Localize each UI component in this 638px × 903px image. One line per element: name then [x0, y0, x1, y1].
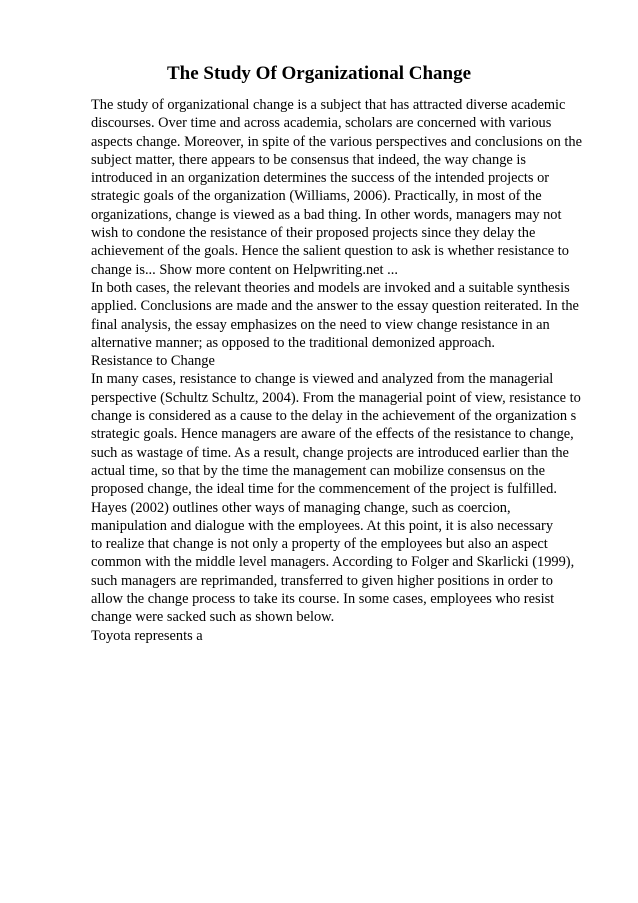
- body-line: allow the change process to take its course. In some cases, employees who resist: [91, 591, 555, 608]
- body-line: applied. Conclusions are made and the answer to the essay question reiterated. In the: [91, 298, 579, 315]
- body-line: The study of organizational change is a subject that has attracted diverse academic: [91, 97, 566, 113]
- body-line: final analysis, the essay emphasizes on the need to view change resistance in an: [91, 316, 550, 333]
- body-line: manipulation and dialogue with the employees. At this point, it is also necessary: [91, 517, 554, 534]
- body-line: change is considered as a cause to the delay in the achievement of the organization s: [91, 408, 577, 425]
- body-line: aspects change. Moreover, in spite of the various perspectives and conclusions on the: [91, 133, 582, 150]
- body-line: change is... Show more content on Helpwriting.net ...: [91, 261, 398, 278]
- body-line: subject matter, there appears to be consensus that indeed, the way change is: [91, 151, 526, 168]
- body-line: strategic goals. Hence managers are aware of the effects of the resistance to change,: [91, 426, 574, 443]
- body-line: wish to condone the resistance of their proposed projects since they delay the: [91, 225, 536, 242]
- body-line: actual time, so that by the time the management can mobilize consensus on the: [91, 462, 545, 479]
- body-line: Hayes (2002) outlines other ways of managing change, such as coercion,: [91, 499, 511, 516]
- body-line: proposed change, the ideal time for the commencement of the project is fulfilled.: [91, 481, 557, 498]
- body-line: alternative manner; as opposed to the traditional demonized approach.: [91, 334, 495, 351]
- body-line: change were sacked such as shown below.: [91, 609, 335, 626]
- body-line: such as wastage of time. As a result, change projects are introduced earlier than the: [91, 444, 569, 461]
- document-body: [91, 96, 591, 645]
- body-line: In both cases, the relevant theories and models are invoked and a suitable synthesis: [91, 279, 570, 296]
- body-line: such managers are reprimanded, transferred to given higher positions in order to: [91, 572, 553, 589]
- document-title: The Study Of Organizational Change: [166, 63, 472, 84]
- body-line: strategic goals of the organization (Williams, 2006). Practically, in most of the: [91, 188, 542, 205]
- body-line: discourses. Over time and across academia, scholars are concerned with various: [91, 115, 552, 132]
- body-line: common with the middle level managers. According to Folger and Skarlicki (1999),: [91, 554, 575, 571]
- body-line: to realize that change is not only a property of the employees but also an aspect: [91, 536, 548, 553]
- body-line: achievement of the goals. Hence the salient question to ask is whether resistance to: [91, 243, 569, 260]
- body-line: In many cases, resistance to change is viewed and analyzed from the managerial: [91, 371, 554, 388]
- body-line: organizations, change is viewed as a bad thing. In other words, managers may not: [91, 206, 562, 223]
- body-line: introduced in an organization determines the success of the intended projects or: [91, 170, 550, 187]
- section-heading: Resistance to Change: [91, 353, 215, 370]
- body-line: perspective (Schultz Schultz, 2004). From the managerial point of view, resistance to: [91, 389, 581, 406]
- body-line: Toyota represents a: [91, 627, 203, 644]
